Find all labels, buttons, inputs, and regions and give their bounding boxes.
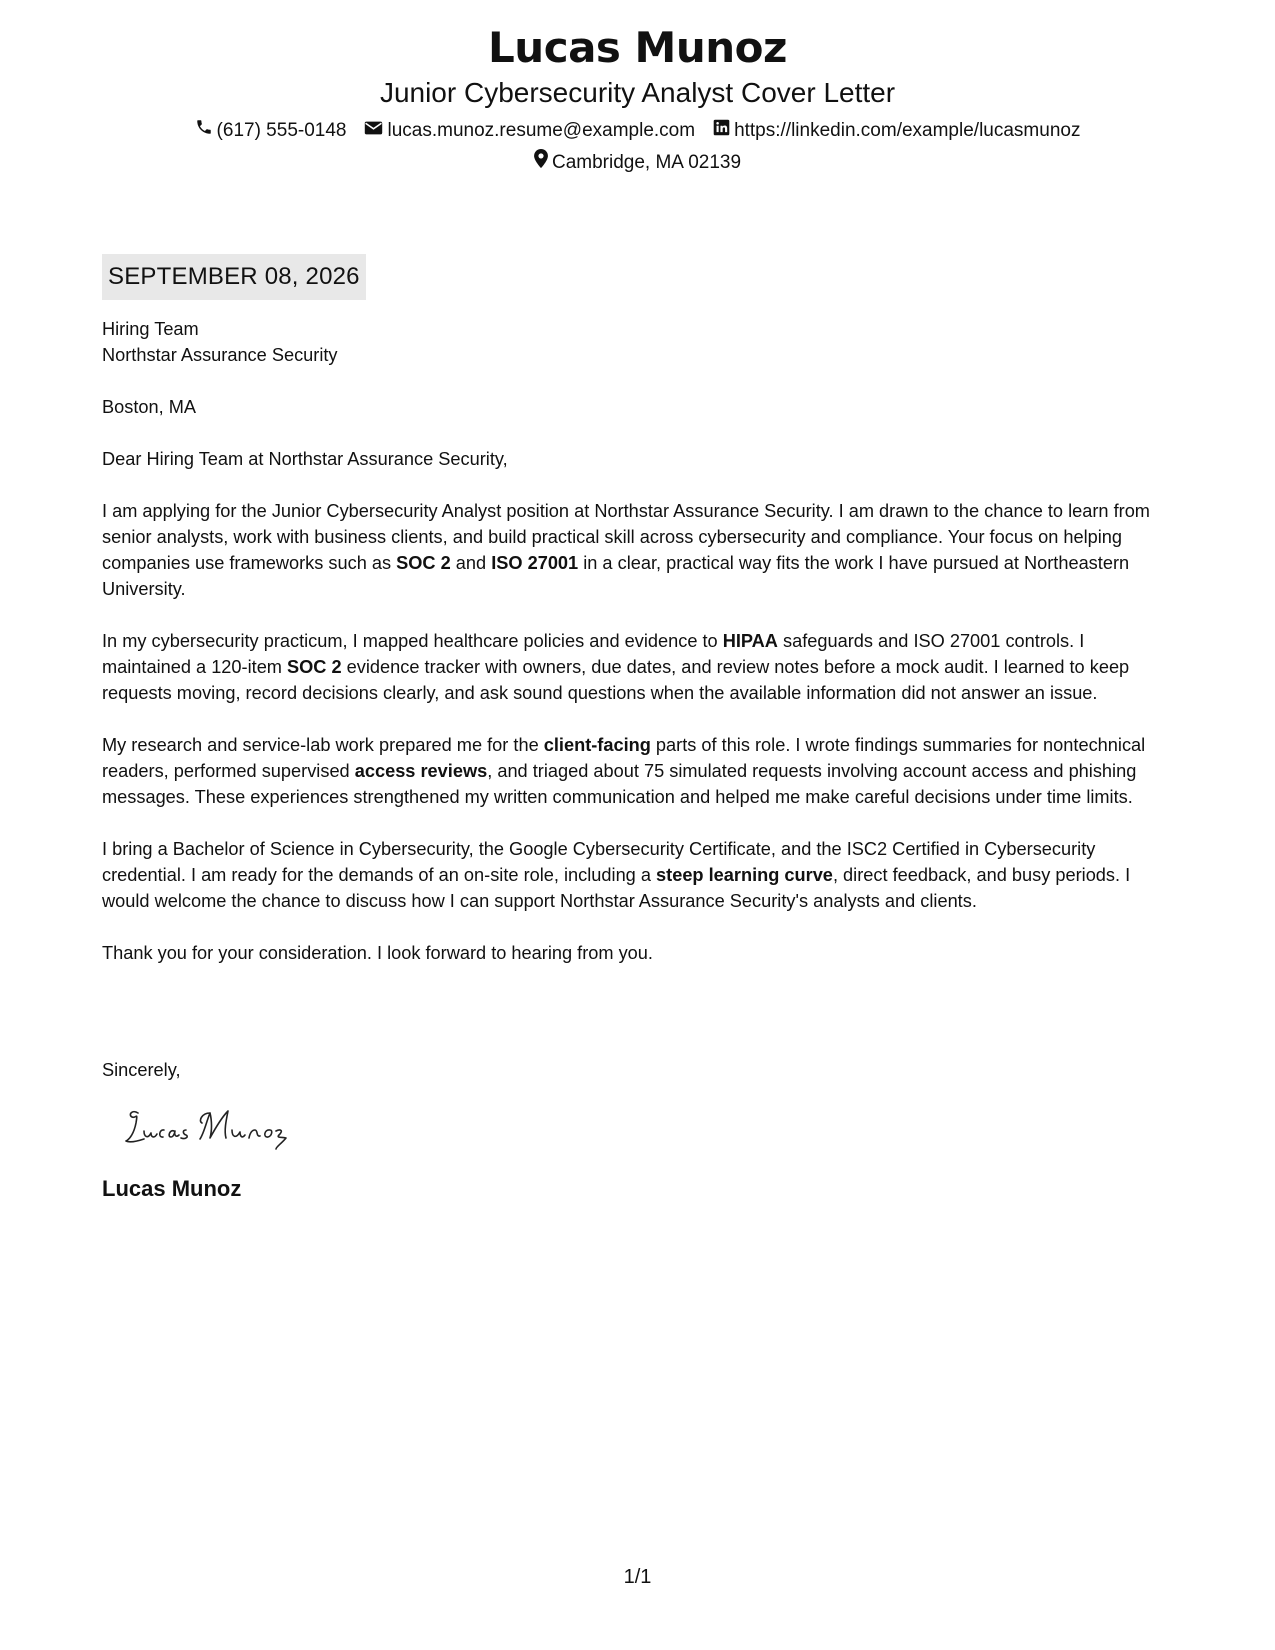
map-pin-icon xyxy=(534,149,548,176)
paragraph-3: My research and service-lab work prepared me for the client-facing parts of this role. I wrote findings summaries for nontechnical readers, performed supervised access reviews, and triaged about 75 simulated requests involving account access and phishing messages. These experiences strengthened my written communication and helped me make careful decisions under time limits. xyxy=(102,735,1146,807)
emphasis-client-facing: client-facing xyxy=(543,735,651,755)
contact-row-location xyxy=(0,149,1275,176)
letter-header xyxy=(0,22,1275,176)
salutation: Dear Hiring Team at Northstar Assurance Security, xyxy=(102,449,508,469)
recipient-line-1: Hiring Team xyxy=(102,319,199,339)
emphasis-access-reviews: access reviews xyxy=(354,761,488,781)
linkedin-link[interactable]: https://linkedin.com/example/lucasmunoz xyxy=(734,120,1081,141)
envelope-icon xyxy=(364,118,383,144)
phone-icon xyxy=(195,118,213,144)
page-number: 1/1 xyxy=(623,1566,652,1588)
signer-name: Lucas Munoz xyxy=(102,1176,242,1201)
recipient-line-3: Boston, MA xyxy=(102,397,197,417)
signature-block xyxy=(102,1057,344,1203)
document-subtitle: Junior Cybersecurity Analyst Cover Letter xyxy=(379,77,896,108)
paragraph-1: I am applying for the Junior Cybersecurity Analyst position at Northstar Assurance Security. I am drawn to the chance to learn from senior analysts, work with business clients, and build practical skill across cybersecurity and compliance. Your focus on helping companies use frameworks such as SOC 2 and ISO 27001 in a clear, practical way fits the work I have pursued at Northeastern University. xyxy=(102,501,1150,599)
email-link[interactable]: lucas.munoz.resume@example.com xyxy=(387,120,696,141)
phone-text: (617) 555-0148 xyxy=(216,120,347,141)
contact-phone xyxy=(195,118,347,144)
recipient-line-2: Northstar Assurance Security xyxy=(102,345,338,365)
contact-email[interactable] xyxy=(364,118,695,144)
contact-location xyxy=(534,149,741,176)
paragraph-4: I bring a Bachelor of Science in Cybersecurity, the Google Cybersecurity Certificate, and the ISC2 Certified in Cybersecurity credential. I am ready for the demands of an on-site role, including a steep learning curve, direct feedback, and busy periods. I would welcome the chance to discuss how I can support Northstar Assurance Security's analysts and clients. xyxy=(102,839,1131,911)
location-text: Cambridge, MA 02139 xyxy=(551,151,742,173)
handwritten-signature xyxy=(124,1103,344,1153)
contact-linkedin[interactable] xyxy=(713,118,1080,144)
contact-row xyxy=(0,118,1275,144)
closing: Sincerely, xyxy=(102,1060,181,1080)
emphasis-soc2: SOC 2 xyxy=(287,657,342,677)
emphasis-hipaa: HIPAA xyxy=(722,631,778,651)
letter-body xyxy=(102,316,1172,966)
paragraph-2: In my cybersecurity practicum, I mapped healthcare policies and evidence to HIPAA safeguards and ISO 27001 controls. I maintained a 120-item SOC 2 evidence tracker with owners, due dates, and review notes before a mock audit. I learned to keep requests moving, record decisions clearly, and ask sound questions when the available information did not answer an issue. xyxy=(102,631,1130,703)
emphasis-learning-curve: steep learning curve xyxy=(656,865,833,885)
applicant-name: Lucas Munoz xyxy=(488,23,787,72)
emphasis-iso27001: ISO 27001 xyxy=(491,553,579,573)
letter-date: SEPTEMBER 08, 2026 xyxy=(102,254,366,300)
linkedin-icon xyxy=(713,118,730,144)
paragraph-5: Thank you for your consideration. I look forward to hearing from you. xyxy=(102,943,653,963)
emphasis-soc2: SOC 2 xyxy=(396,553,451,573)
